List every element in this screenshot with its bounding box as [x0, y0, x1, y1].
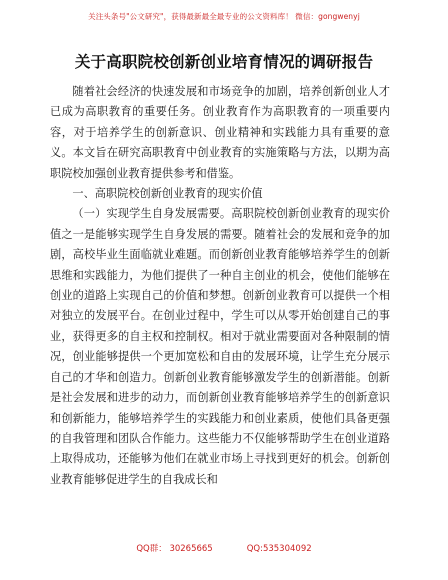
intro-paragraph: 随着社会经济的快速发展和市场竞争的加剧，培养创新创业人才已成为高职教育的重要任务。创业教育作为高职教育的一项重要内容，对于培养学生的创新意识、创业精神和实践能力具有重要的意义。本文旨在研究高职教育中创业教育的实施策略与方法，以期为高职院校加强创业教育提供参考和借鉴。 — [50, 85, 390, 180]
document-body — [50, 82, 390, 490]
footer-contact — [0, 543, 448, 555]
footer-qq: QQ:535304092 — [246, 544, 312, 554]
section-heading: 一、高职院校创新创业教育的现实价值 — [72, 187, 263, 201]
document-title: 关于高职院校创新创业培育情况的调研报告 — [74, 53, 374, 71]
footer-qq-group: QQ群： 30265665 — [136, 544, 213, 554]
section-paragraph: （一）实现学生自身发展需要。高职院校创新创业教育的现实价值之一是能够实现学生自身发展的需要。随着社会的发展和竞争的加剧，高校毕业生面临就业难题。而创新创业教育能够培养学生的创新思维和实践能力，为他们提供了一种自主创业的机会，使他们能够在创业的道路上实现自己的价值和梦想。创新创业教育可以提供一个相对独立的发展平台。在创业过程中，学生可以从零开始创建自己的事业，获得更多的自主权和控制权。相对于就业需要面对各种限制的情况，创业能够提供一个更加宽松和自由的发展环境，让学生充分展示自己的才华和创造力。创新创业教育能够激发学生的创新潜能。创新是社会发展和进步的动力，而创新创业教育能够培养学生的创新意识和创新能力，能够培养学生的实践能力和创业素质，使他们具备更强的自我管理和团队合作能力。这些能力不仅能够帮助学生在创业道路上取得成功，还能够为他们在就业市场上寻找到更好的机会。创新创业教育能够促进学生的自我成长和 — [50, 207, 390, 486]
header-promo-text: 关注头条号"公文研究"，获得最新最全最专业的公文资料库！ 微信：gongwenyj — [88, 12, 360, 21]
